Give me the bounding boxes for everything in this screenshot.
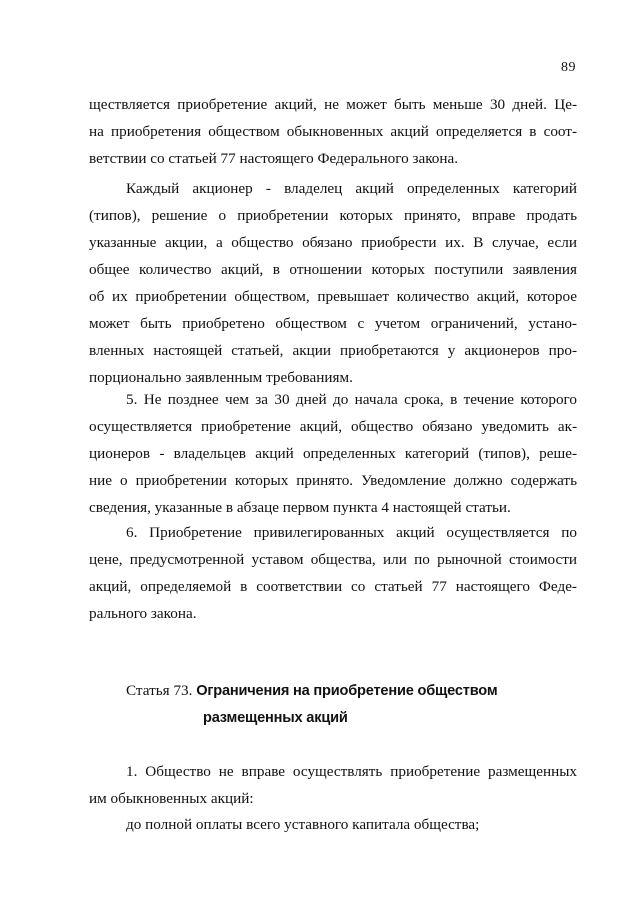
text-line: им обыкновенных акций: bbox=[89, 790, 254, 807]
article-prefix: Статья 73. bbox=[126, 682, 197, 699]
text-line: на приобретения обществом обыкновенных акций определяется в соот- bbox=[89, 123, 577, 140]
text-line: вленных настоящей статьей, акции приобретаются у акционеров про- bbox=[89, 342, 577, 359]
text-line: 5. Не позднее чем за 30 дней до начала срока, в течение которого bbox=[126, 391, 577, 408]
article-heading bbox=[126, 682, 497, 700]
text-line: указанные акции, а общество обязано приобрести их. В случае, если bbox=[89, 234, 577, 251]
text-line: рального закона. bbox=[89, 605, 197, 622]
text-line: ветствии со статьей 77 настоящего Федерального закона. bbox=[89, 150, 459, 167]
text-line: общее количество акций, в отношении которых поступили заявления bbox=[89, 261, 577, 278]
text-line: цене, предусмотренной уставом общества, или по рыночной стоимости bbox=[89, 551, 577, 568]
text-line: ционеров - владельцев акций определенных категорий (типов), реше- bbox=[89, 445, 577, 462]
text-line: Каждый акционер - владелец акций определенных категорий bbox=[126, 180, 577, 197]
text-line: может быть приобретено обществом с учетом ограничений, устано- bbox=[89, 315, 577, 332]
text-line: ние о приобретении которых принято. Уведомление должно содержать bbox=[89, 472, 577, 489]
text-line: осуществляется приобретение акций, общество обязано уведомить ак- bbox=[89, 418, 577, 435]
text-line: об их приобретении обществом, превышает количество акций, которое bbox=[89, 288, 577, 305]
text-line: до полной оплаты всего уставного капитала общества; bbox=[126, 816, 480, 833]
article-title-line2: размещенных акций bbox=[203, 710, 348, 726]
text-line: ществляется приобретение акций, не может быть меньше 30 дней. Це- bbox=[89, 96, 577, 113]
text-line: сведения, указанные в абзаце первом пункта 4 настоящей статьи. bbox=[89, 499, 511, 516]
text-line: акций, определяемой в соответствии со статьей 77 настоящего Феде- bbox=[89, 578, 577, 595]
text-line: порционально заявленным требованиям. bbox=[89, 369, 353, 386]
text-line: 6. Приобретение привилегированных акций осуществляется по bbox=[126, 524, 577, 541]
text-line: 1. Общество не вправе осуществлять приобретение размещенных bbox=[126, 763, 577, 780]
page-number: 89 bbox=[561, 60, 576, 75]
text-line: (типов), решение о приобретении которых принято, вправе продать bbox=[89, 207, 577, 224]
article-title: Ограничения на приобретение обществом bbox=[196, 683, 498, 699]
